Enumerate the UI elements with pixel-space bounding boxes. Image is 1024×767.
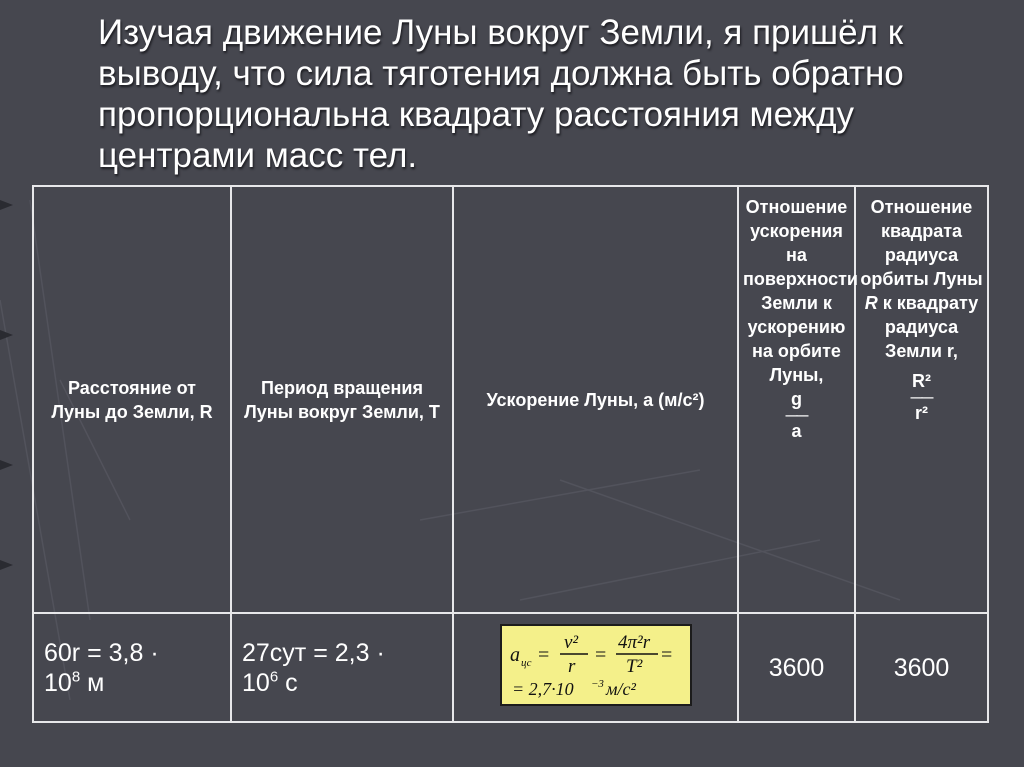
data-row	[33, 613, 988, 722]
edge-arrow-marker	[0, 200, 13, 210]
period-value-b: 10	[242, 668, 270, 697]
cell-ratio-r-value	[855, 613, 988, 722]
fraction-bar: ——	[910, 390, 933, 404]
formula-r: r	[567, 656, 575, 677]
header-period-label: Период вращения Луны вокруг Земли, Т	[244, 377, 440, 422]
formula-v-squared: v²	[563, 632, 578, 653]
cell-acceleration-formula	[453, 613, 738, 722]
edge-arrow-marker	[0, 460, 13, 470]
formula-result-exponent: −3	[590, 678, 604, 690]
ratio-g-denominator: a	[791, 421, 802, 441]
period-unit: с	[278, 668, 298, 697]
ratio-r-numerator: R²	[912, 371, 931, 391]
header-ratio-r-tail: к квадрату радиуса Земли r,	[882, 293, 979, 361]
formula-lhs: a	[509, 644, 520, 666]
cell-distance	[33, 613, 231, 722]
ratio-r-value: 3600	[893, 653, 950, 682]
formula-box	[500, 624, 692, 706]
header-acceleration	[453, 186, 738, 613]
distance-exponent: 8	[71, 668, 81, 686]
period-value-a: 27сут = 2,3 ·	[242, 638, 385, 667]
ratio-r-denominator: r²	[915, 403, 928, 423]
edge-arrow-marker	[0, 330, 13, 340]
formula-equals: =	[594, 644, 606, 666]
ratio-g-fraction	[786, 387, 808, 443]
formula-equals: =	[660, 644, 672, 666]
period-exponent: 6	[269, 668, 279, 686]
distance-value-b: 10	[44, 668, 72, 697]
slide-title: Изучая движение Луны вокруг Земли, я пришёл к выводу, что сила тяготения должна быть обратно пропорциональна квадрату расстояния между центрами масс тел.	[98, 13, 904, 175]
ratio-r-fraction	[911, 369, 933, 425]
cell-ratio-g-value	[738, 613, 855, 722]
header-period	[231, 186, 453, 613]
distance-unit: м	[80, 668, 105, 697]
header-ratio-r	[855, 186, 988, 613]
header-distance	[33, 186, 231, 613]
formula-t-squared: T²	[625, 656, 642, 677]
edge-arrow-marker	[0, 560, 13, 570]
header-distance-label: Расстояние от Луны до Земли, R	[51, 377, 213, 422]
formula-numerator: 4π²r	[617, 632, 650, 653]
formula-lhs-subscript: цс	[520, 657, 532, 669]
fraction-bar: ——	[785, 408, 808, 422]
ratio-g-value: 3600	[768, 653, 825, 682]
header-ratio-g	[738, 186, 858, 613]
formula-result-unit: м/с²	[605, 679, 636, 699]
header-row	[33, 186, 988, 613]
formula-result: = 2,7·10	[511, 679, 574, 699]
header-ratio-g-label: Отношение ускорения на поверхности Земли к ускорению на орбите Луны,	[743, 197, 858, 385]
distance-value-a: 60r = 3,8 ·	[44, 638, 159, 667]
header-acceleration-label: Ускорение Луны, а (м/с²)	[486, 389, 705, 410]
ratio-g-numerator: g	[791, 389, 802, 409]
formula-equals: =	[537, 644, 549, 666]
header-ratio-r-label: Отношение квадрата радиуса орбиты Луны	[860, 197, 983, 289]
centripetal-acceleration-formula	[508, 629, 684, 701]
cell-period	[231, 613, 453, 722]
moon-data-table	[32, 185, 989, 723]
header-ratio-r-symbol: R	[864, 293, 878, 313]
